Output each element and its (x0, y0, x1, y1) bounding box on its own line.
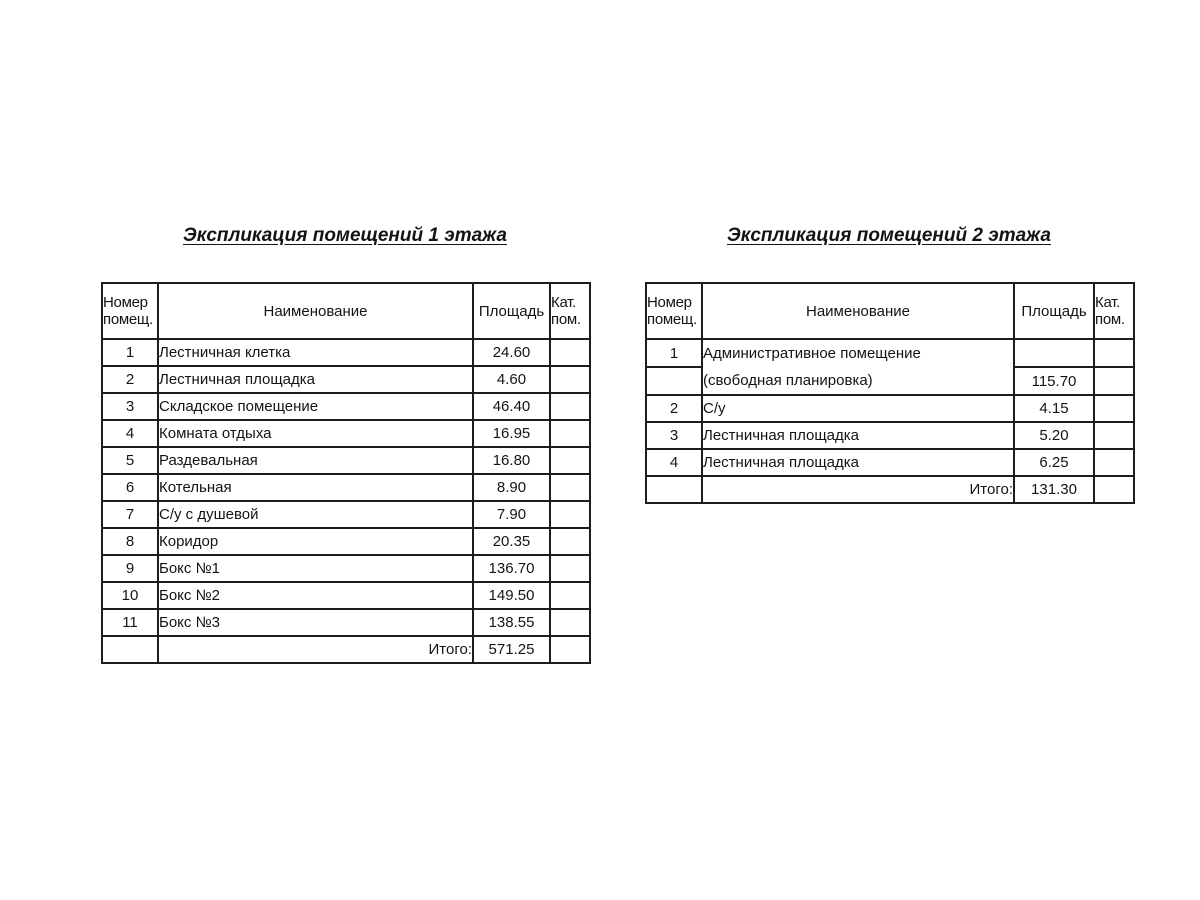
table-row (102, 447, 590, 474)
room-area-cell: 46.40 (473, 393, 550, 420)
room-category-cell (550, 393, 590, 420)
table-row (646, 395, 1134, 422)
room-area-cell: 16.95 (473, 420, 550, 447)
room-number-cell: 4 (646, 449, 702, 476)
table-row (102, 555, 590, 582)
room-name-cell: Лестничная площадка (702, 422, 1014, 449)
room-area-cell: 20.35 (473, 528, 550, 555)
total-label: Итого: (158, 636, 473, 663)
column-header-area: Площадь (473, 283, 550, 339)
table-row (102, 366, 590, 393)
room-name-cell: Котельная (158, 474, 473, 501)
explication-floor2 (645, 224, 1133, 504)
room-number-cell: 2 (646, 395, 702, 422)
room-area-cell-empty (1014, 339, 1094, 367)
room-area-cell: 6.25 (1014, 449, 1094, 476)
room-category-cell (550, 339, 590, 366)
room-number-cell: 7 (102, 501, 158, 528)
room-name-cell: С/у с душевой (158, 501, 473, 528)
room-name-cell: Лестничная площадка (702, 449, 1014, 476)
room-category-cell (550, 447, 590, 474)
room-number-cell: 2 (102, 366, 158, 393)
header-row (102, 283, 590, 339)
room-category-cell (550, 366, 590, 393)
room-number-cell: 3 (102, 393, 158, 420)
room-category-cell (1094, 395, 1134, 422)
total-empty-category-cell (550, 636, 590, 663)
table-row (102, 393, 590, 420)
room-number-cell: 8 (102, 528, 158, 555)
room-category-cell (550, 420, 590, 447)
room-area-cell: 138.55 (473, 609, 550, 636)
room-area-cell: 136.70 (473, 555, 550, 582)
column-header-number: Номер помещ. (646, 283, 702, 339)
total-label: Итого: (702, 476, 1014, 503)
room-area-cell: 4.15 (1014, 395, 1094, 422)
room-category-cell (550, 582, 590, 609)
room-category-cell (1094, 367, 1134, 395)
room-area-cell: 4.60 (473, 366, 550, 393)
room-area-cell: 149.50 (473, 582, 550, 609)
room-area-cell: 5.20 (1014, 422, 1094, 449)
room-category-cell (1094, 422, 1134, 449)
table-row (646, 449, 1134, 476)
room-number-cell: 4 (102, 420, 158, 447)
table-row (102, 339, 590, 366)
room-name-cell: Лестничная площадка (158, 366, 473, 393)
room-category-cell (1094, 339, 1134, 367)
room-category-cell (550, 555, 590, 582)
room-area-cell: 16.80 (473, 447, 550, 474)
table-row (102, 609, 590, 636)
room-name-cell: С/у (702, 395, 1014, 422)
total-area-value: 571.25 (473, 636, 550, 663)
room-name-cell: Раздевальная (158, 447, 473, 474)
explication-table-floor1 (101, 282, 591, 664)
table-row (102, 528, 590, 555)
table-title-floor2: Экспликация помещений 2 этажа (727, 225, 1051, 246)
column-header-number: Номер помещ. (102, 283, 158, 339)
total-empty-category-cell (1094, 476, 1134, 503)
column-header-area: Площадь (1014, 283, 1094, 339)
room-name-cell: Бокс №2 (158, 582, 473, 609)
column-header-name: Наименование (702, 283, 1014, 339)
header-row (646, 283, 1134, 339)
room-name-cell: Коридор (158, 528, 473, 555)
explication-floor1 (101, 224, 589, 664)
room-number-cell: 11 (102, 609, 158, 636)
room-area-cell: 8.90 (473, 474, 550, 501)
room-category-cell (1094, 449, 1134, 476)
column-header-name: Наименование (158, 283, 473, 339)
table-row (102, 501, 590, 528)
room-number-cell: 1 (102, 339, 158, 366)
room-number-cell: 3 (646, 422, 702, 449)
table-row (102, 582, 590, 609)
room-area-cell: 24.60 (473, 339, 550, 366)
total-area-value: 131.30 (1014, 476, 1094, 503)
room-name-cell-merged (702, 339, 1014, 395)
explication-table-floor2 (645, 282, 1135, 504)
room-name-cell: Лестничная клетка (158, 339, 473, 366)
table-row (646, 422, 1134, 449)
total-row (646, 476, 1134, 503)
room-number-cell: 1 (646, 339, 702, 367)
room-category-cell (550, 501, 590, 528)
room-area-cell: 7.90 (473, 501, 550, 528)
total-empty-number-cell (102, 636, 158, 663)
room-category-cell (550, 528, 590, 555)
room-category-cell (550, 474, 590, 501)
room-area-cell: 115.70 (1014, 367, 1094, 395)
room-number-cell: 9 (102, 555, 158, 582)
room-name-cell: Комната отдыха (158, 420, 473, 447)
room-category-cell (550, 609, 590, 636)
table-title-floor1: Экспликация помещений 1 этажа (183, 225, 507, 246)
table-row (646, 339, 1134, 367)
room-name-line1: Административное помещение (703, 345, 921, 362)
total-row (102, 636, 590, 663)
table-row (102, 474, 590, 501)
table-row (102, 420, 590, 447)
room-name-cell: Бокс №3 (158, 609, 473, 636)
room-name-line2: (свободная планировка) (703, 372, 873, 389)
column-header-category: Кат. пом. (550, 283, 590, 339)
room-number-cell-empty (646, 367, 702, 395)
room-name-cell: Складское помещение (158, 393, 473, 420)
room-name-cell: Бокс №1 (158, 555, 473, 582)
room-number-cell: 10 (102, 582, 158, 609)
room-number-cell: 6 (102, 474, 158, 501)
total-empty-number-cell (646, 476, 702, 503)
column-header-category: Кат. пом. (1094, 283, 1134, 339)
room-number-cell: 5 (102, 447, 158, 474)
